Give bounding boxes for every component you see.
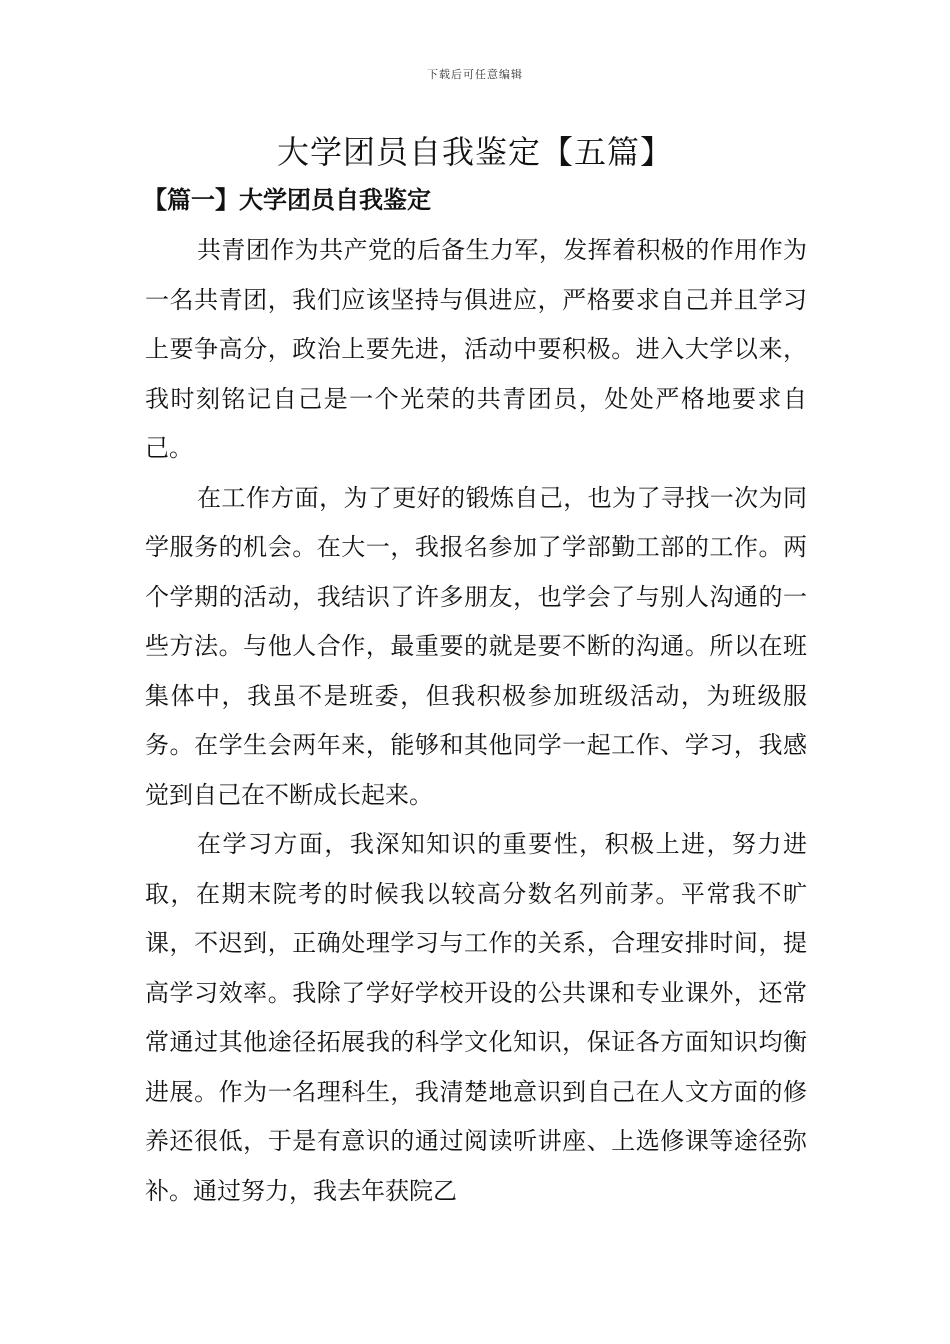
document-body bbox=[145, 226, 807, 1216]
paragraph-3: 在学习方面，我深知知识的重要性，积极上进，努力进取，在期末院考的时候我以较高分数名列前茅。平常我不旷课，不迟到，正确处理学习与工作的关系，合理安排时间，提高学习效率。我除了学好学校开设的公共课和专业课外，还常常通过其他途径拓展我的科学文化知识，保证各方面知识均衡进展。作为一名理科生，我清楚地意识到自己在人文方面的修养还很低，于是有意识的通过阅读听讲座、上选修课等途径弥补。通过努力，我去年获院乙 bbox=[145, 830, 807, 1205]
header-note: 下载后可任意编辑 bbox=[427, 68, 523, 81]
document-title: 大学团员自我鉴定【五篇】 bbox=[276, 133, 673, 171]
paragraph-2: 在工作方面，为了更好的锻炼自己，也为了寻找一次为同学服务的机会。在大一，我报名参加了学部勤工部的工作。两个学期的活动，我结识了许多朋友，也学会了与别人沟通的一些方法。与他人合作，最重要的就是要不断的沟通。所以在班集体中，我虽不是班委，但我积极参加班级活动，为班级服务。在学生会两年来，能够和其他同学一起工作、学习，我感觉到自己在不断成长起来。 bbox=[145, 483, 807, 809]
section-heading: 【篇一】大学团员自我鉴定 bbox=[143, 185, 431, 214]
paragraph-1: 共青团作为共产党的后备生力军，发挥着积极的作用作为一名共青团，我们应该坚持与俱进应，严格要求自己并且学习上要争高分，政治上要先进，活动中要积极。进入大学以来，我时刻铭记自己是一个光荣的共青团员，处处严格地要求自己。 bbox=[145, 236, 807, 462]
